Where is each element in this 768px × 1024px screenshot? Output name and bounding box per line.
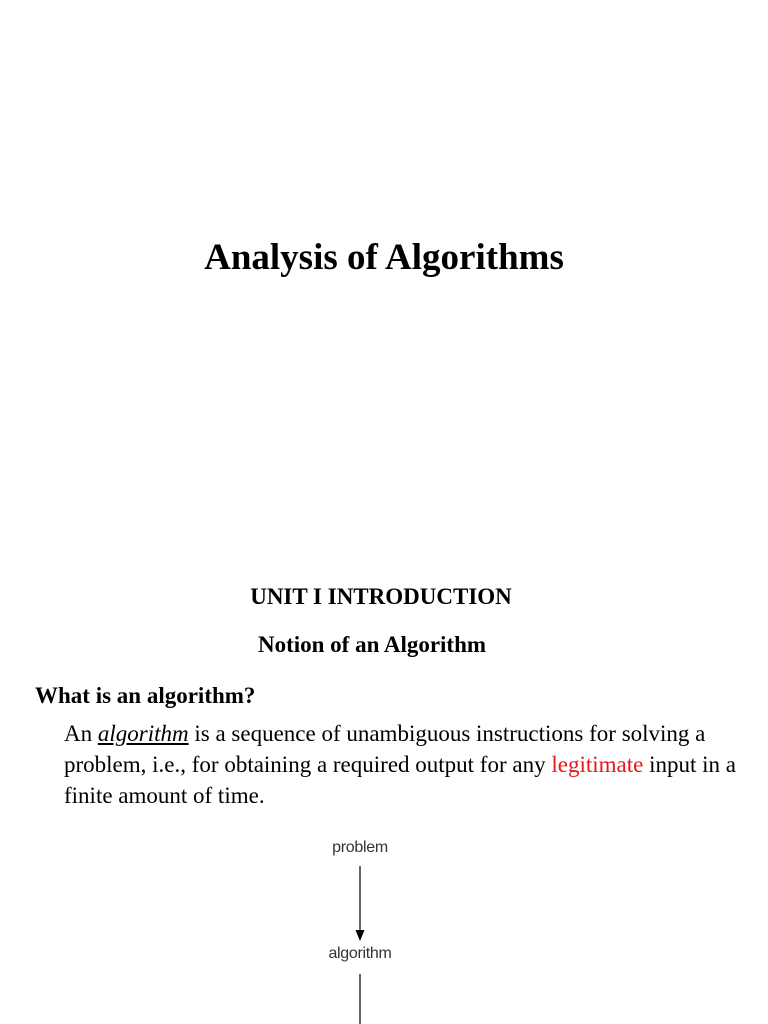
definition-tail: input in a finite amount of time. — [64, 752, 736, 808]
algorithm-flow-diagram — [300, 830, 440, 1024]
section-heading: Notion of an Algorithm — [257, 632, 487, 657]
arrowhead-down — [356, 930, 365, 941]
question-heading: What is an algorithm? — [35, 683, 256, 708]
definition-highlight: legitimate — [551, 752, 644, 777]
definition-middle: is a sequence of unambiguous instructions for solving a problem, i.e., for obtaining a required output for any — [64, 721, 706, 777]
definition-term: algorithm — [97, 721, 189, 746]
definition-paragraph — [64, 718, 744, 811]
definition-lead: An — [64, 721, 98, 746]
flow-arrows — [300, 830, 440, 1024]
diagram-node-algorithm: algorithm — [328, 945, 392, 962]
diagram-node-problem: problem — [332, 839, 388, 856]
page-title: Analysis of Algorithms — [204, 237, 564, 278]
unit-heading: UNIT I INTRODUCTION — [250, 584, 512, 609]
